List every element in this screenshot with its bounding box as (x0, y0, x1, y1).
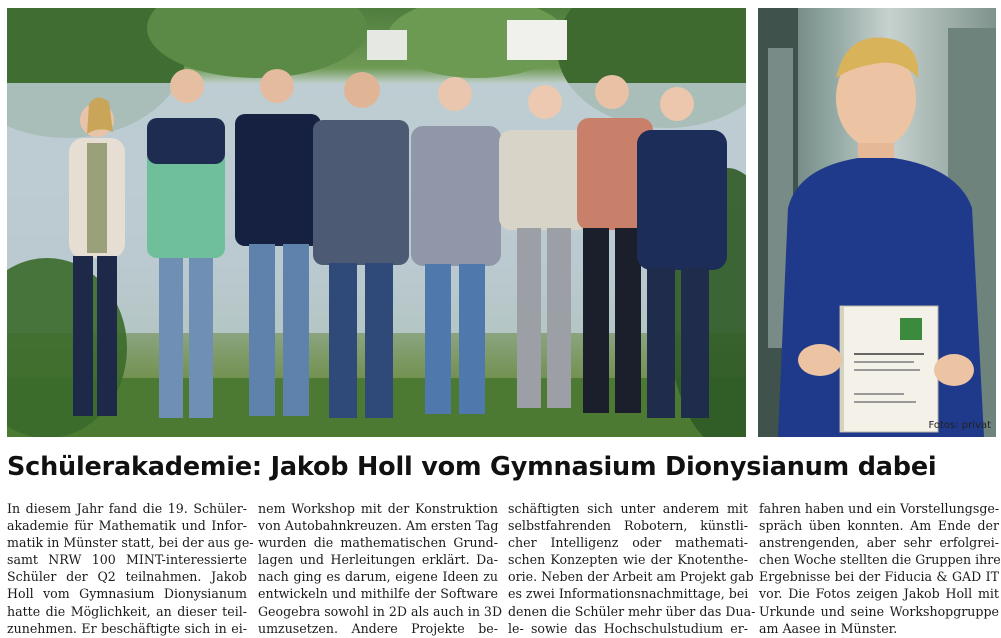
group-photo-illustration (7, 8, 746, 437)
person-1 (69, 97, 125, 416)
text-line: schäftigten sich unter anderem mit (508, 501, 748, 516)
portrait-photo (758, 8, 996, 437)
column-3 (508, 500, 756, 637)
text-line: chen Woche stellten die Gruppen ihre (759, 552, 1001, 568)
text-line: wurden die mathematischen Grund- (258, 535, 498, 551)
column-2 (258, 500, 503, 637)
text-line: am Aasee in Münster. (759, 620, 898, 636)
article-headline: Schülerakademie: Jakob Holl vom Gymnasium Dionysianum dabei (7, 452, 937, 482)
text-line: zunehmen. Er beschäftigte sich in ei- (7, 620, 247, 636)
text-line: anstrengenden, aber sehr erfolgrei- (759, 535, 999, 551)
text-line: Holl vom Gymnasium Dionysianum (7, 586, 247, 602)
text-line: Geogebra sowohl in 2D als auch in 3D (258, 603, 503, 619)
text-line: Urkunde und seine Workshopgruppe (759, 603, 999, 619)
text-line: von Autobahnkreuzen. Am ersten Tag (258, 518, 499, 534)
text-line: samt NRW 100 MINT-interessierte (7, 552, 247, 568)
text-line: akademie für Mathematik und Infor- (7, 518, 247, 534)
text-line: nem Workshop mit der Konstruktion (258, 501, 498, 516)
person-5 (411, 77, 501, 414)
text-line: es zwei Informationsnachmittage, bei (508, 586, 749, 602)
group-photo (7, 8, 746, 437)
text-line: selbstfahrenden Robotern, künstli- (508, 518, 748, 534)
certificate (840, 306, 938, 432)
text-line: vor. Die Fotos zeigen Jakob Holl mit (759, 586, 999, 602)
text-line: hatte die Möglichkeit, an dieser teil- (7, 603, 247, 619)
article-body (7, 500, 1001, 636)
text-line: In diesem Jahr fand die 19. Schüler- (7, 501, 247, 516)
text-line: matik in Münster statt, bei der aus ge- (7, 535, 254, 551)
text-line: Schüler der Q2 teilnahmen. Jakob (7, 569, 247, 585)
text-line: schen Konzepten wie der Knotenthe- (508, 552, 748, 568)
text-line: orie. Neben der Arbeit am Projekt gab (508, 569, 754, 585)
person-4 (313, 72, 409, 418)
text-line: Ergebnisse bei der Fiducia & GAD IT (759, 569, 999, 585)
text-line: lagen und Herleitungen erklärt. Da- (258, 552, 498, 568)
text-line: le- sowie das Hochschulstudium er- (508, 620, 748, 636)
text-line: entwickeln und mithilfe der Software (258, 586, 498, 602)
column-4 (759, 500, 999, 637)
text-line: denen die Schüler mehr über das Dua- (508, 603, 756, 619)
person-3 (235, 69, 321, 416)
text-line: fahren haben und ein Vorstellungsge- (759, 501, 1000, 516)
text-line: umzusetzen. Andere Projekte be- (258, 620, 498, 636)
text-line: spräch üben konnten. Am Ende der (759, 518, 999, 534)
column-1 (7, 500, 254, 637)
person-2 (147, 69, 225, 418)
photo-credit: Fotos: privat (928, 420, 991, 431)
portrait-photo-illustration (758, 8, 996, 437)
text-line: nach ging es darum, eigene Ideen zu (258, 569, 498, 585)
text-line: cher Intelligenz oder mathemati- (508, 535, 748, 551)
